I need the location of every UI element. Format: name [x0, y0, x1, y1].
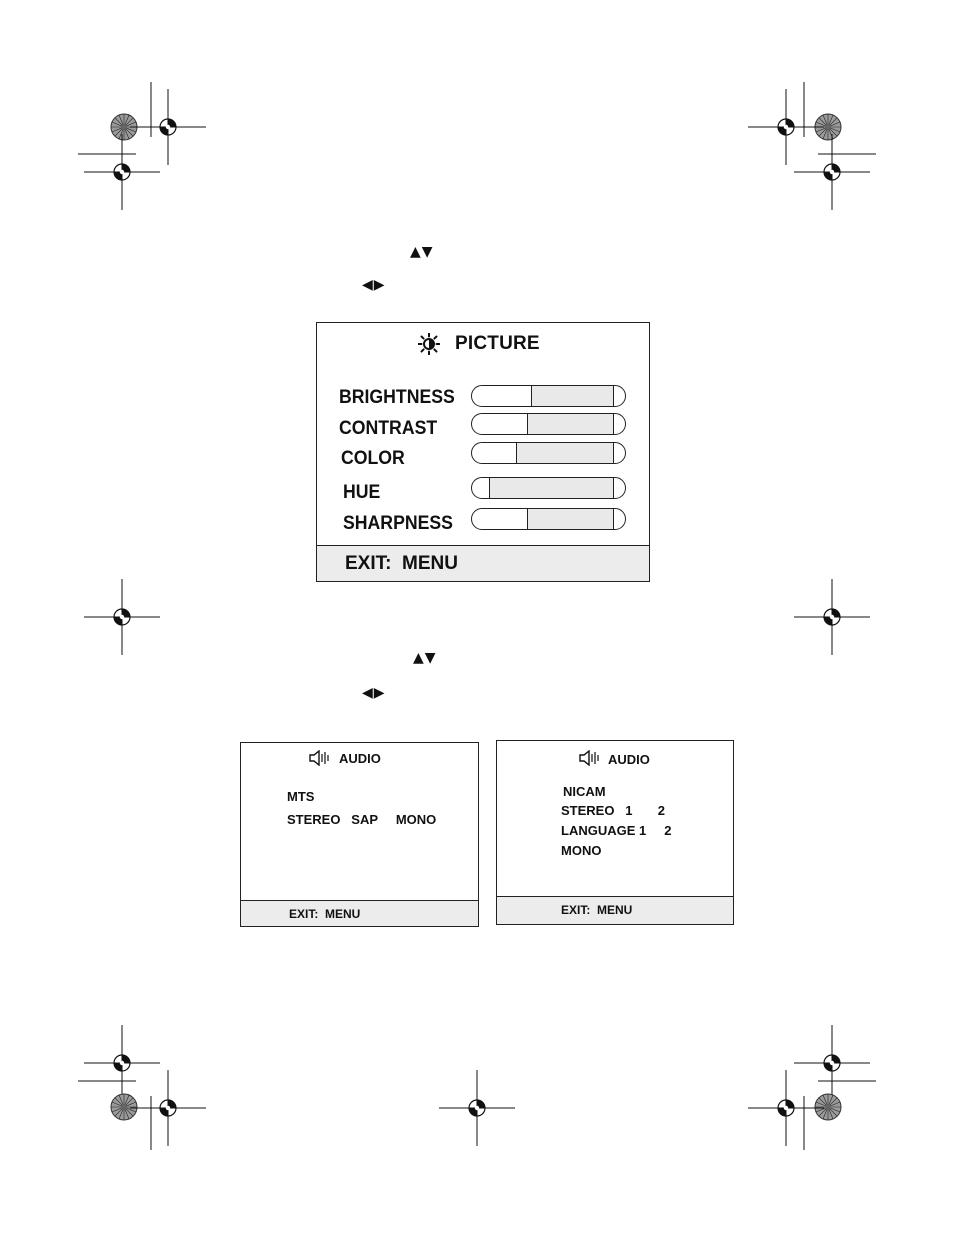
mts-heading: MTS — [287, 789, 315, 804]
menu-item-brightness[interactable]: BRIGHTNESS — [339, 387, 455, 408]
up-down-arrows: ▲▼ — [413, 650, 437, 666]
menu-item-sharpness[interactable]: SHARPNESS — [343, 513, 453, 534]
left-right-arrows: ◀▶ — [362, 685, 386, 701]
exit-menu-hint: EXIT: MENU — [561, 903, 633, 917]
nicam-language-options[interactable]: LANGUAGE 1 2 — [561, 823, 672, 838]
audio-title: AUDIO — [339, 751, 381, 766]
up-down-arrows: ▲▼ — [410, 244, 434, 260]
nicam-stereo-options[interactable]: STEREO 1 2 — [561, 803, 666, 818]
menu-item-contrast[interactable]: CONTRAST — [339, 418, 438, 439]
menu-item-color[interactable]: COLOR — [341, 448, 405, 469]
exit-menu-hint: EXIT: MENU — [289, 907, 361, 921]
nicam-heading: NICAM — [563, 784, 606, 799]
nicam-mono-option[interactable]: MONO — [561, 843, 602, 858]
exit-menu-hint: EXIT: MENU — [345, 553, 458, 574]
menu-item-hue[interactable]: HUE — [343, 482, 381, 503]
picture-menu-title: PICTURE — [455, 333, 540, 354]
audio-title: AUDIO — [608, 752, 650, 767]
left-right-arrows: ◀▶ — [362, 277, 386, 293]
mts-options[interactable]: STEREO SAP MONO — [287, 812, 437, 827]
